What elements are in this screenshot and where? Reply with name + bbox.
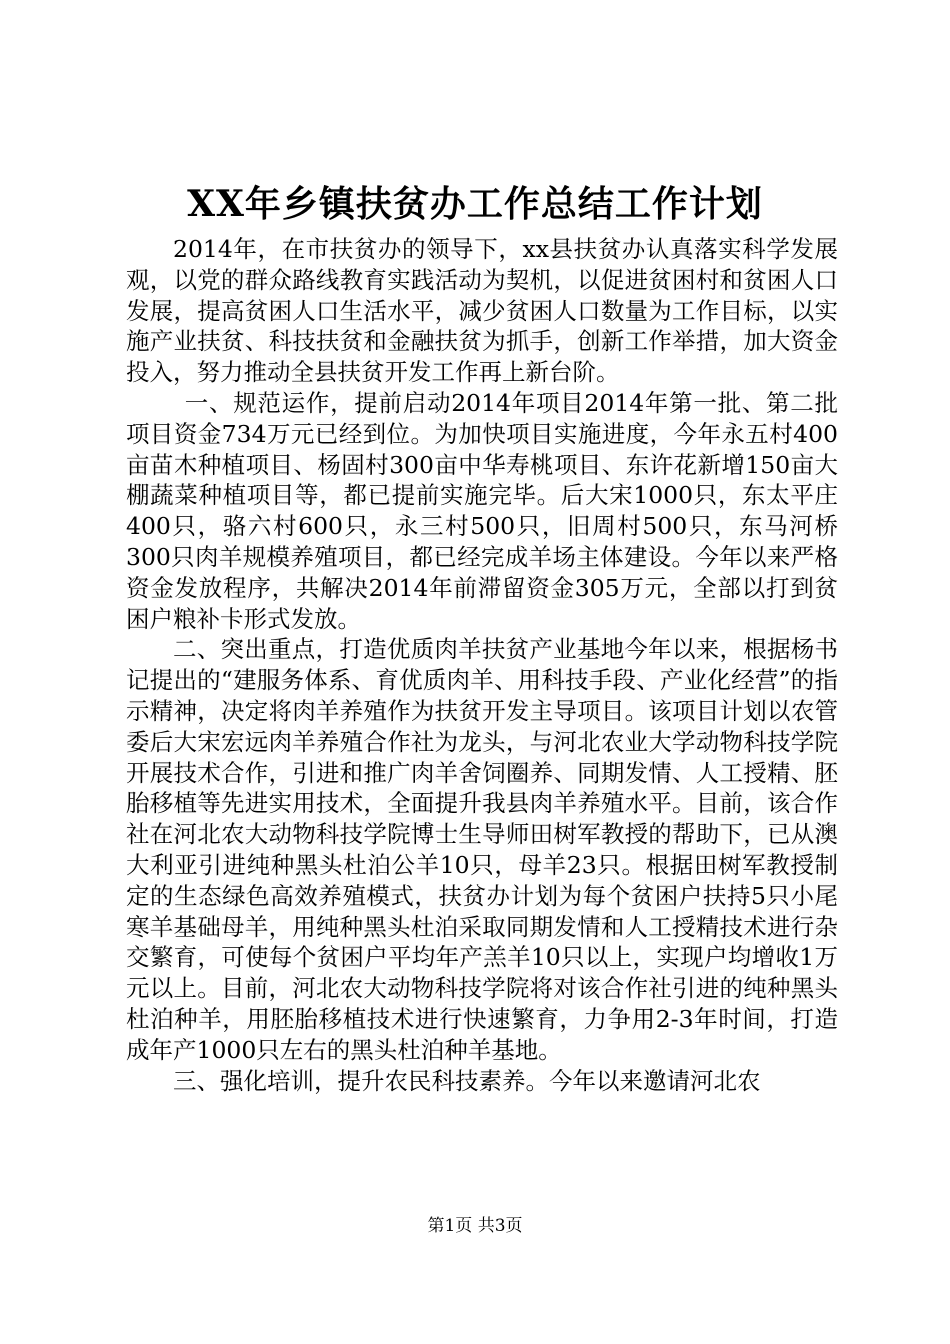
paragraph-intro: 2014年，在市扶贫办的领导下，xx县扶贫办认真落实科学发展观，以党的群众路线教育实践活动为契机，以促进贫困村和贫困人口发展，提高贫困人口生活水平，减少贫困人口数量为工作目标，以实施产业扶贫、科技扶贫和金融扶贫为抓手，创新工作举措，加大资金投入，努力推动全县扶贫开发工作再上新台阶。 (126, 235, 838, 387)
paragraph-section-1: 一、规范运作，提前启动2014年项目2014年第一批、第二批项目资金734万元已经到位。为加快项目实施进度，今年永五村400亩苗木种植项目、杨固村300亩中华寿桃项目、东许花新增150亩大棚蔬菜种植项目等，都已提前实施完毕。后大宋1000只，东太平庄400只，骆六村600只，永三村500只，旧周村500只，东马河桥300只肉羊规模养殖项目，都已经完成羊场主体建设。今年以来严格资金发放程序，共解决2014年前滞留资金305万元，全部以打到贫困户粮补卡形式发放。 (126, 388, 838, 633)
paragraph-section-3: 三、强化培训，提升农民科技素养。今年以来邀请河北农 (173, 1066, 761, 1095)
document-title: XX年乡镇扶贫办工作总结工作计划 (187, 183, 763, 225)
document-body (126, 234, 838, 1096)
paragraph-section-2: 二、突出重点，打造优质肉羊扶贫产业基地今年以来，根据杨书记提出的“建服务体系、育优质肉羊、用科技手段、产业化经营”的指示精神，决定将肉羊养殖作为扶贫开发主导项目。该项目计划以农管委后大宋宏远肉羊养殖合作社为龙头，与河北农业大学动物科技学院开展技术合作，引进和推广肉羊舍饲圈养、同期发情、人工授精、胚胎移植等先进实用技术，全面提升我县肉羊养殖水平。目前，该合作社在河北农大动物科技学院博士生导师田树军教授的帮助下，已从澳大利亚引进纯种黑头杜泊公羊10只，母羊23只。根据田树军教授制定的生态绿色高效养殖模式，扶贫办计划为每个贫困户扶持5只小尾寒羊基础母羊，用纯种黑头杜泊采取同期发情和人工授精技术进行杂交繁育，可使每个贫困户平均年产羔羊10只以上，实现户均增收1万元以上。目前，河北农大动物科技学院将对该合作社引进的纯种黑头杜泊种羊，用胚胎移植技术进行快速繁育，力争用2-3年时间，打造成年产1000只左右的黑头杜泊种羊基地。 (126, 635, 838, 1064)
page-footer: 第1页 共3页 (427, 1216, 523, 1236)
